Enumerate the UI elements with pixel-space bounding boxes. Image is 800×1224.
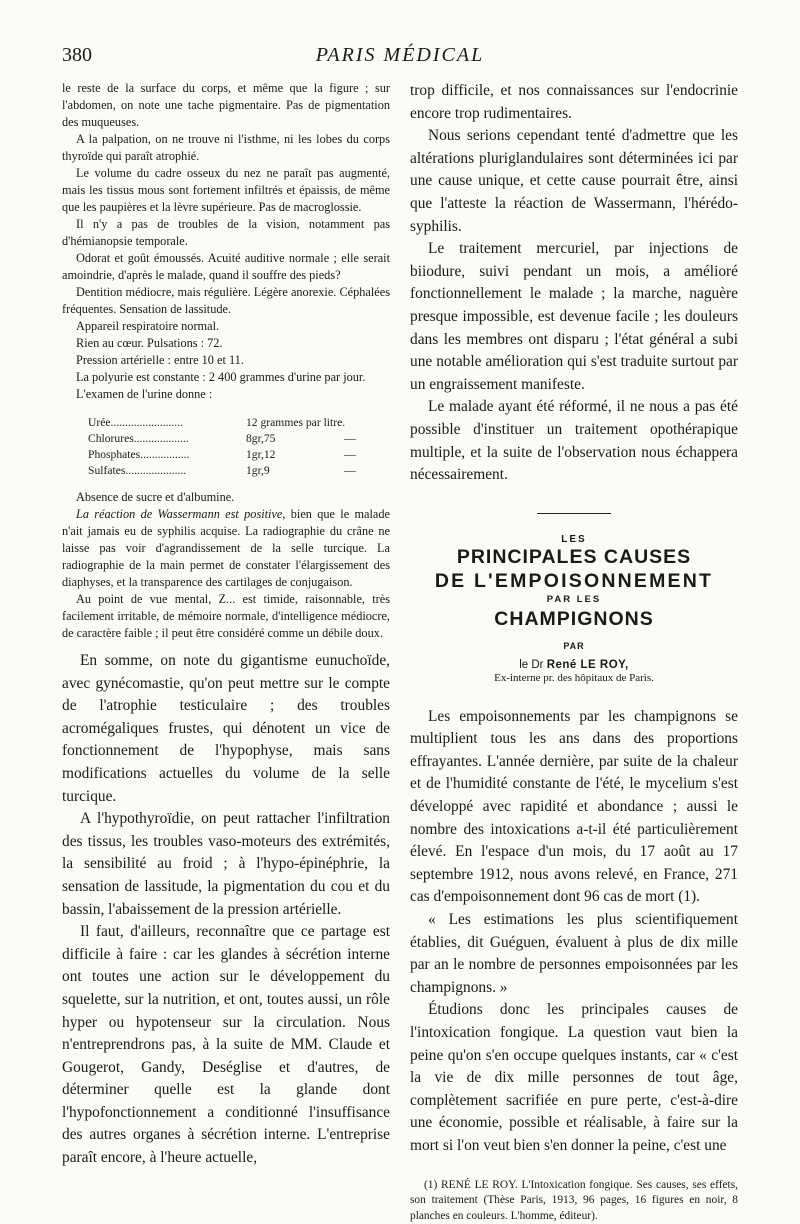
paragraph: trop difficile, et nos connaissances sur l'endocrinie encore trop rudimentaires. bbox=[410, 82, 738, 122]
urine-table bbox=[88, 415, 390, 479]
paragraph: A la palpation, on ne trouve ni l'isthme, ni les lobes du corps thyroïde qui paraît atrophié. bbox=[62, 132, 390, 163]
author-prefix: le Dr bbox=[519, 658, 547, 671]
table-row bbox=[88, 447, 380, 463]
paragraph: Appareil respiratoire normal. bbox=[76, 319, 220, 333]
paragraph: Il n'y a pas de troubles de la vision, notamment pas d'hémianopsie temporale. bbox=[62, 217, 390, 248]
author bbox=[410, 659, 738, 671]
table-row bbox=[88, 463, 380, 479]
paragraph: « Les estimations les plus scientifiquement établies, dit Guéguen, évaluent à plus de dix mille par an le nombre de personnes empoisonnées par les champignons. » bbox=[410, 911, 738, 996]
article-title-line2: DE L'EMPOISONNEMENT bbox=[434, 569, 714, 592]
paragraph: Le volume du cadre osseux du nez ne paraît pas augmenté, mais les tissus mous sont fortement infiltrés et épaissis, de même que les paupières et la lèvre supérieure. Pas de macroglossie. bbox=[62, 166, 390, 214]
article-title-les: LES bbox=[561, 533, 587, 545]
article-title-line4: CHAMPIGNONS bbox=[494, 607, 654, 630]
case-notes bbox=[62, 80, 390, 642]
paragraph: A l'hypothyroïdie, on peut rattacher l'infiltration des tissus, les troubles vaso-moteurs des extrémités, la sensibilité au froid ; à l'hypo-épinéphrie, la sensation de lassitude, la pigmentation du cou et du bassin, l'abaissement de la pression artérielle. bbox=[62, 810, 390, 918]
table-cell: 8gr,75 bbox=[246, 432, 276, 445]
footnote: (1) RENÉ LE ROY. L'Intoxication fongique. Ses causes, ses effets, son traitement (Thèse Paris, 1913, 96 pages, 16 figures en noir, 8 planches en couleurs. L'homme, éditeur). bbox=[410, 1178, 738, 1222]
table-cell: 1gr,12 bbox=[246, 448, 276, 461]
section-divider bbox=[537, 513, 611, 514]
table-cell: — bbox=[344, 464, 356, 477]
paragraph: Il faut, d'ailleurs, reconnaître que ce partage est difficile à faire : car les glandes à sécrétion interne ont toutes une action sur le développement du squelette, sur la nutrition, et ont, toutes aussi, un rôle hyper ou hypotenseur sur la circulation. Nous n'entreprendrons pas, à la suite de MM. Claude et Gougerot, Gandy, Deséglise et d'autres, de déterminer quelle est la glande dont l'hypofonctionnement a conditionné l'insuffisance des autres organes à sécrétion interne. L'entreprise paraît encore, à l'heure actuelle, bbox=[62, 923, 390, 1167]
table-cell: — bbox=[344, 432, 356, 445]
table-cell: 12 grammes par litre. bbox=[246, 416, 346, 429]
author-affiliation: Ex-interne pr. des hôpitaux de Paris. bbox=[494, 671, 654, 684]
page-number: 380 bbox=[62, 44, 92, 66]
paragraph: le reste de la surface du corps, et même que la figure ; sur l'abdomen, on note une tache pigmentaire. Pas de pigmentation des muqueuses. bbox=[62, 81, 390, 129]
paragraph: Étudions donc les principales causes de l'intoxication fongique. La question vaut bien la peine qu'on s'en occupe quelques instants, car « c'est la vie de dix mille personnes de tout âge, complètement sacrifiée en pure perte, c'est-à-dire une économie, possible et réalisable, à faire sur la mort si l'on veut bien s'en donner la peine, c'est une bbox=[410, 1001, 738, 1154]
table-cell: Sulfates..................... bbox=[88, 464, 187, 477]
italic-phrase: La réaction de Wassermann est positive, bbox=[76, 507, 286, 521]
table-cell: Urée......................... bbox=[88, 416, 183, 429]
paragraph: Dentition médiocre, mais régulière. Légère anorexie. Céphalées fréquentes. Sensation de lassitude. bbox=[62, 285, 390, 316]
paragraph-text: bien que le malade n'ait jamais eu de syphilis acquise. La radiographie du crâne ne laisse pas voir d'agrandissement de la selle turcique. La radiographie de la main permet de constater l'élargissement des diaphyses, et la transparence des cartilages de conjugaison. bbox=[62, 507, 390, 589]
paragraph: Pression artérielle : entre 10 et 11. bbox=[76, 353, 244, 367]
byline-par: PAR bbox=[563, 640, 585, 651]
left-column bbox=[62, 80, 390, 1170]
article-body bbox=[410, 706, 738, 1158]
table-cell: Phosphates................. bbox=[88, 448, 190, 461]
paragraph: Le malade ayant été réformé, il ne nous a pas été possible d'instituer un traitement opothérapique multiple, et la suite de l'observation nous échappera nécessairement. bbox=[410, 398, 738, 484]
wassermann-paragraph bbox=[62, 506, 390, 591]
discussion bbox=[62, 650, 390, 1170]
article-title-line3: PAR LES bbox=[546, 593, 602, 605]
right-column bbox=[410, 80, 738, 1224]
paragraph: Le traitement mercuriel, par injections de biiodure, suivi pendant un mois, a amélioré fonctionnellement le malade ; la marche, naguère presque impossible, est devenue facile ; les douleurs dans les membres ont disparu ; l'état général a subi une notable amélioration qui s'est traduite surtout par un engraissement manifeste. bbox=[410, 240, 738, 393]
table-cell: 1gr,9 bbox=[246, 464, 270, 477]
paragraph: Au point de vue mental, Z... est timide, raisonnable, très facilement irritable, de mémoire normale, d'intelligence médiocre, de caractère faible ; il peut être considéré comme un débile doux. bbox=[62, 592, 390, 640]
table-cell: Chlorures................... bbox=[88, 432, 189, 445]
paragraph: Absence de sucre et d'albumine. bbox=[76, 490, 235, 504]
table-cell: — bbox=[344, 448, 356, 461]
table-row bbox=[88, 415, 380, 431]
article-title-line1: PRINCIPALES CAUSES bbox=[456, 545, 692, 568]
paragraph: Les empoisonnements par les champignons se multiplient tous les ans dans des proportions effrayantes. L'année dernière, par suite de la chaleur et de l'humidité constante de l'été, le mycelium s'est développé avec rapidité et abondance ; aussi le nombre des intoxications a-t-il été particulièrement élevé. En l'espace d'un mois, du 17 août au 17 septembre 1912, nous avons relevé, en France, 271 cas d'empoisonnement dont 96 cas de mort (1). bbox=[410, 707, 738, 906]
paragraph: La polyurie est constante : 2 400 grammes d'urine par jour. bbox=[76, 370, 366, 384]
paragraph: En somme, on note du gigantisme eunuchoïde, avec gynécomastie, qu'on peut mettre sur le compte de l'atrophie testiculaire ; des troubles acromégaliques frustes, qui dénotent un vice de fonctionnement de l'hypophyse, mais sans modifications actuelles du volume de la selle turcique. bbox=[62, 652, 390, 805]
paragraph: L'examen de l'urine donne : bbox=[76, 387, 213, 401]
paragraph: Rien au cœur. Pulsations : 72. bbox=[76, 336, 223, 350]
table-row bbox=[88, 431, 380, 447]
discussion-continued bbox=[410, 80, 738, 487]
author-name: René LE ROY, bbox=[546, 658, 629, 671]
paragraph: Odorat et goût émoussés. Acuité auditive normale ; elle serait amoindrie, d'après le malade, quand il souffre des pieds? bbox=[62, 251, 390, 282]
paragraph: Nous serions cependant tenté d'admettre que les altérations pluriglandulaires sont déterminées ici par une cause unique, et cette cause pourrait être, ainsi que l'atteste la réaction de Wassermann, l'hérédo-syphilis. bbox=[410, 127, 738, 235]
article-header bbox=[410, 534, 738, 684]
running-title: PARIS MÉDICAL bbox=[315, 44, 485, 66]
